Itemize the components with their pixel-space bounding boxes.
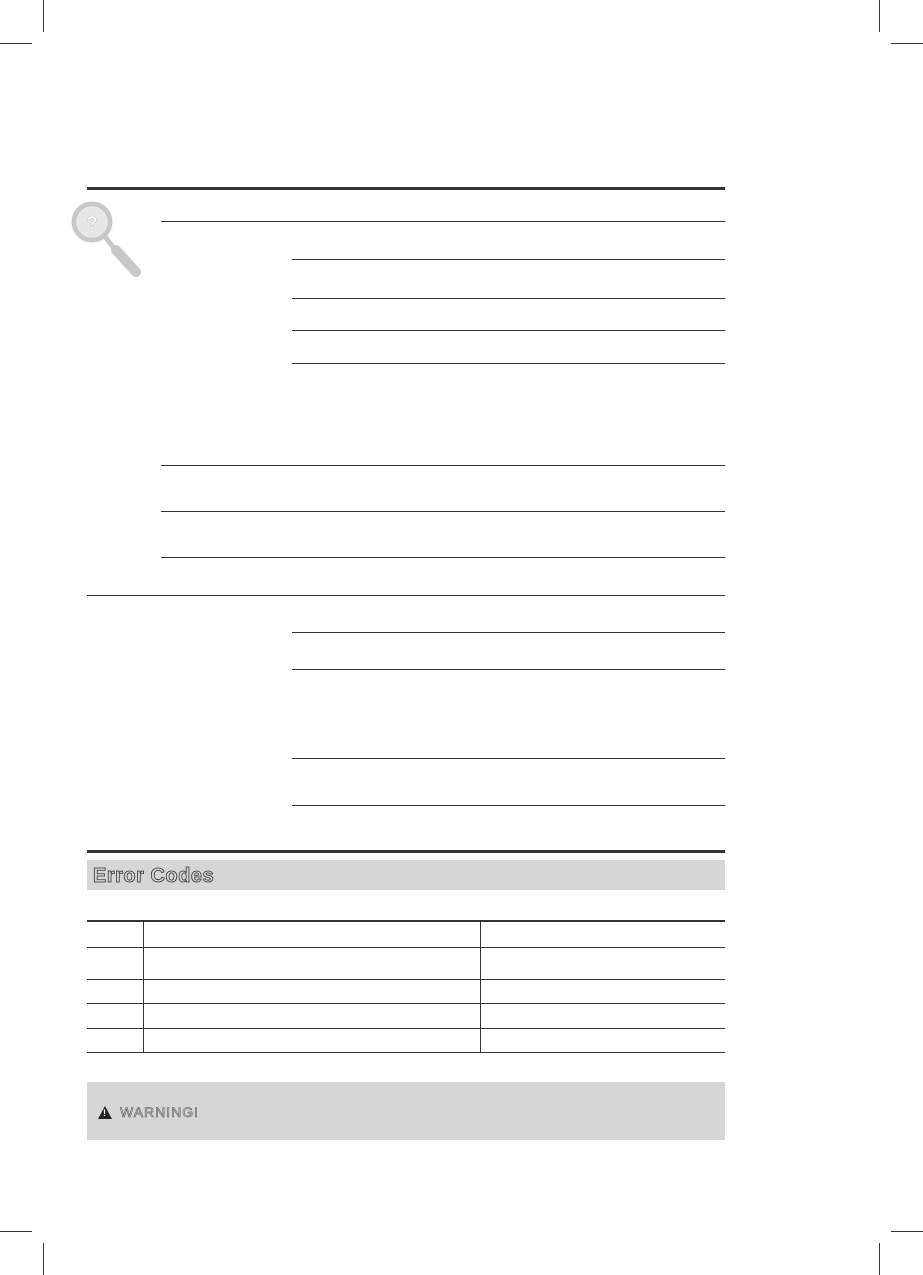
crop-mark <box>0 43 32 44</box>
table-row-rule <box>292 669 725 670</box>
table-top-rule <box>87 187 725 190</box>
crop-mark <box>879 0 880 32</box>
table-row-rule <box>292 298 725 299</box>
table-row-rule <box>292 363 725 364</box>
crop-mark <box>0 1231 32 1232</box>
table-row-rule <box>87 1003 725 1004</box>
magnifier-question-icon <box>70 200 146 280</box>
table-row-rule <box>161 511 725 512</box>
warning-label: WARNING! <box>120 1104 200 1120</box>
crop-mark <box>43 1243 44 1275</box>
section-top-rule <box>87 850 725 853</box>
error-codes-table <box>87 920 725 1053</box>
table-row-rule <box>292 758 725 759</box>
table-row-rule <box>161 465 725 466</box>
crop-mark <box>43 0 44 32</box>
section-title: Error Codes <box>93 865 215 887</box>
table-row-rule <box>87 947 725 948</box>
table-row-rule <box>292 805 725 806</box>
table-row-rule <box>292 632 725 633</box>
table-row-rule <box>292 330 725 331</box>
table-column-rule <box>143 920 144 1053</box>
table-row-rule <box>161 557 725 558</box>
svg-text:?: ? <box>86 213 98 233</box>
table-row-rule <box>87 1028 725 1029</box>
table-header-rule <box>87 920 725 922</box>
warning-triangle-icon <box>98 1106 112 1119</box>
table-bottom-rule <box>87 1052 725 1053</box>
table-column-rule <box>480 920 481 1053</box>
warning-notice <box>98 1104 199 1120</box>
crop-mark <box>891 43 923 44</box>
crop-mark <box>879 1243 880 1275</box>
table-row-rule <box>87 595 725 596</box>
table-row-rule <box>161 221 725 222</box>
crop-mark <box>891 1231 923 1232</box>
table-row-rule <box>292 259 725 260</box>
table-row-rule <box>87 979 725 980</box>
